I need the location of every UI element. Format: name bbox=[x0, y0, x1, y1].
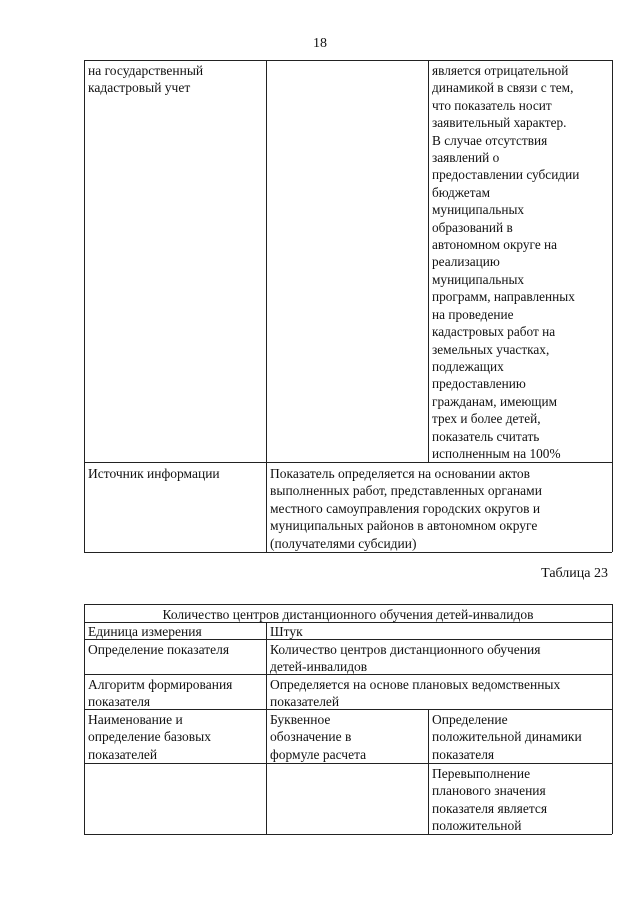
table-cell: на государственный кадастровый учет bbox=[88, 63, 204, 96]
table-header-cell: Буквенное обозначение в формуле расчета bbox=[270, 712, 367, 762]
table-cell-label: Алгоритм формирования показателя bbox=[88, 677, 233, 710]
table-cell-label: Единица измерения bbox=[88, 624, 202, 639]
table-cell-label: Источник информации bbox=[88, 466, 220, 481]
table-cell: Количество центров дистанционного обучения детей-инвалидов bbox=[270, 642, 541, 675]
table-number-label: Таблица 23 bbox=[541, 566, 608, 581]
table-border bbox=[84, 552, 612, 553]
table-cell: Штук bbox=[270, 624, 303, 639]
table-border bbox=[84, 60, 612, 61]
table-cell-label: Определение показателя bbox=[88, 642, 230, 657]
table-header-cell: Наименование и определение базовых показателей bbox=[88, 712, 212, 762]
table-header-cell: Определение положительной динамики показателя bbox=[432, 712, 582, 762]
table-border bbox=[84, 604, 612, 605]
page-number: 18 bbox=[313, 36, 327, 51]
table-cell: является отрицательной динамикой в связи с тем, что показатель носит заявительный характер. В случае отсутствия заявлений о предоставлении субсидии бюджетам муниципальных образований в автономном округе на реализацию муниципальных программ, направленных на проведение кадастровых работ на земельных участках, подлежащих предоставлению гражданам, имеющим трех и более детей, показатель считать исполненным на 100% bbox=[432, 63, 580, 461]
table-cell: Перевыполнение планового значения показателя является положительной bbox=[432, 766, 548, 834]
table-title: Количество центров дистанционного обучения детей-инвалидов bbox=[162, 607, 534, 622]
table-cell: Показатель определяется на основании актов выполненных работ, представленных органами местного самоуправления городских округов и муниципальных районов в автономном округе (получателями субсидии) bbox=[270, 466, 542, 551]
table-cell: Определяется на основе плановых ведомственных показателей bbox=[270, 677, 561, 710]
table-border bbox=[612, 60, 613, 552]
table-border bbox=[612, 604, 613, 834]
